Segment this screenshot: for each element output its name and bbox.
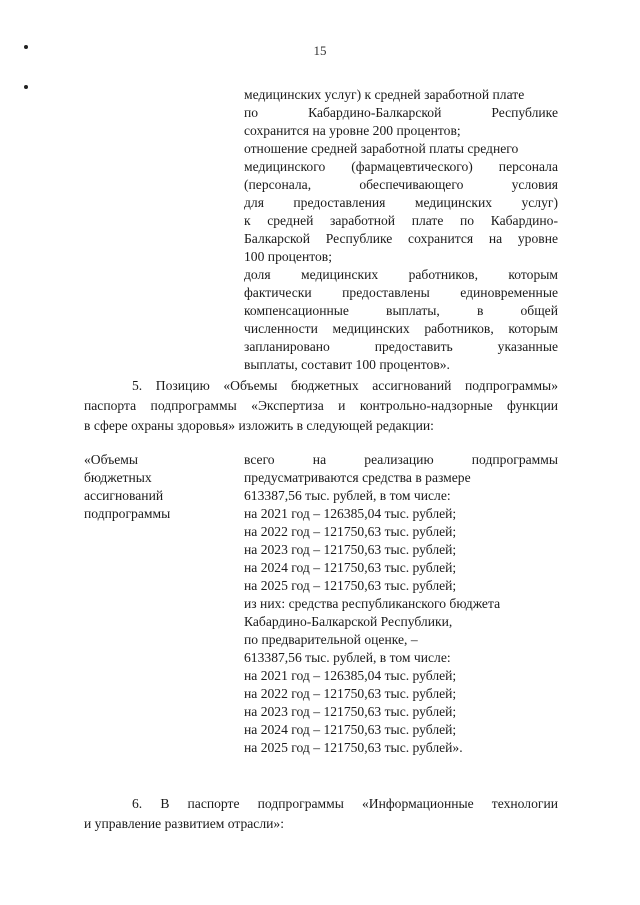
text-line: на 2021 год – 126385,04 тыс. рублей;	[244, 668, 457, 683]
text-line: Кабардино-Балкарской Республики,	[244, 614, 453, 629]
paragraph-5	[84, 376, 558, 436]
text-line: запланировано предоставить указанные	[244, 339, 558, 354]
text-line: по Кабардино-Балкарской Республике	[244, 105, 558, 120]
text-line: на 2023 год – 121750,63 тыс. рублей;	[244, 704, 457, 719]
text-line: на 2023 год – 121750,63 тыс. рублей;	[244, 542, 457, 557]
text-line: медицинских услуг) к средней заработной плате	[244, 87, 525, 102]
text-line: сохранится на уровне 200 процентов;	[244, 123, 461, 138]
text-line: отношение средней заработной платы среднего	[244, 141, 519, 156]
text-line: и управление развитием отрасли»:	[84, 816, 284, 831]
text-line: паспорта подпрограммы «Экспертиза и контрольно-надзорные функции	[84, 398, 558, 413]
text-line: на 2024 год – 121750,63 тыс. рублей;	[244, 722, 457, 737]
text-line: для предоставления медицинских услуг)	[244, 195, 558, 210]
text-line: 6. В паспорте подпрограммы «Информационные технологии	[132, 796, 558, 811]
text-line: на 2025 год – 121750,63 тыс. рублей».	[244, 740, 463, 755]
text-line: компенсационные выплаты, в общей	[244, 303, 558, 318]
text-line: фактически предоставлены единовременные	[244, 285, 558, 300]
text-line: Балкарской Республике сохранится на уровне	[244, 231, 558, 246]
text-line: доля медицинских работников, которым	[244, 267, 558, 282]
text-line: на 2024 год – 121750,63 тыс. рублей;	[244, 560, 457, 575]
text-line: численности медицинских работников, которым	[244, 321, 558, 336]
text-line: (персонала, обеспечивающего условия	[244, 177, 558, 192]
text-line: медицинского (фармацевтического) персонала	[244, 159, 558, 174]
text-line: 100 процентов;	[244, 249, 332, 264]
text-line: на 2021 год – 126385,04 тыс. рублей;	[244, 506, 457, 521]
text-line: 5. Позицию «Объемы бюджетных ассигнований подпрограммы»	[132, 378, 558, 393]
text-line: на 2022 год – 121750,63 тыс. рублей;	[244, 686, 457, 701]
text-block-budget	[244, 451, 558, 757]
text-line: всего на реализацию подпрограммы	[244, 452, 558, 467]
text-line: предусматриваются средства в размере	[244, 470, 471, 485]
text-block-indicators	[244, 86, 558, 374]
budget-label	[84, 451, 224, 523]
paragraph-6	[84, 794, 558, 834]
text-line: в сфере охраны здоровья» изложить в следующей редакции:	[84, 418, 434, 433]
text-line: из них: средства республиканского бюджета	[244, 596, 501, 611]
text-line: выплаты, составит 100 процентов».	[244, 357, 450, 372]
text-line: подпрограммы	[84, 506, 171, 521]
margin-dot	[24, 85, 28, 89]
text-line: к средней заработной плате по Кабардино-	[244, 213, 558, 228]
text-line: бюджетных	[84, 470, 152, 485]
text-line: «Объемы	[84, 452, 138, 467]
page-number: 15	[313, 43, 327, 58]
text-line: ассигнований	[84, 488, 164, 503]
text-line: на 2025 год – 121750,63 тыс. рублей;	[244, 578, 457, 593]
text-line: 613387,56 тыс. рублей, в том числе:	[244, 650, 451, 665]
text-line: на 2022 год – 121750,63 тыс. рублей;	[244, 524, 457, 539]
text-line: по предварительной оценке, –	[244, 632, 418, 647]
text-line: 613387,56 тыс. рублей, в том числе:	[244, 488, 451, 503]
